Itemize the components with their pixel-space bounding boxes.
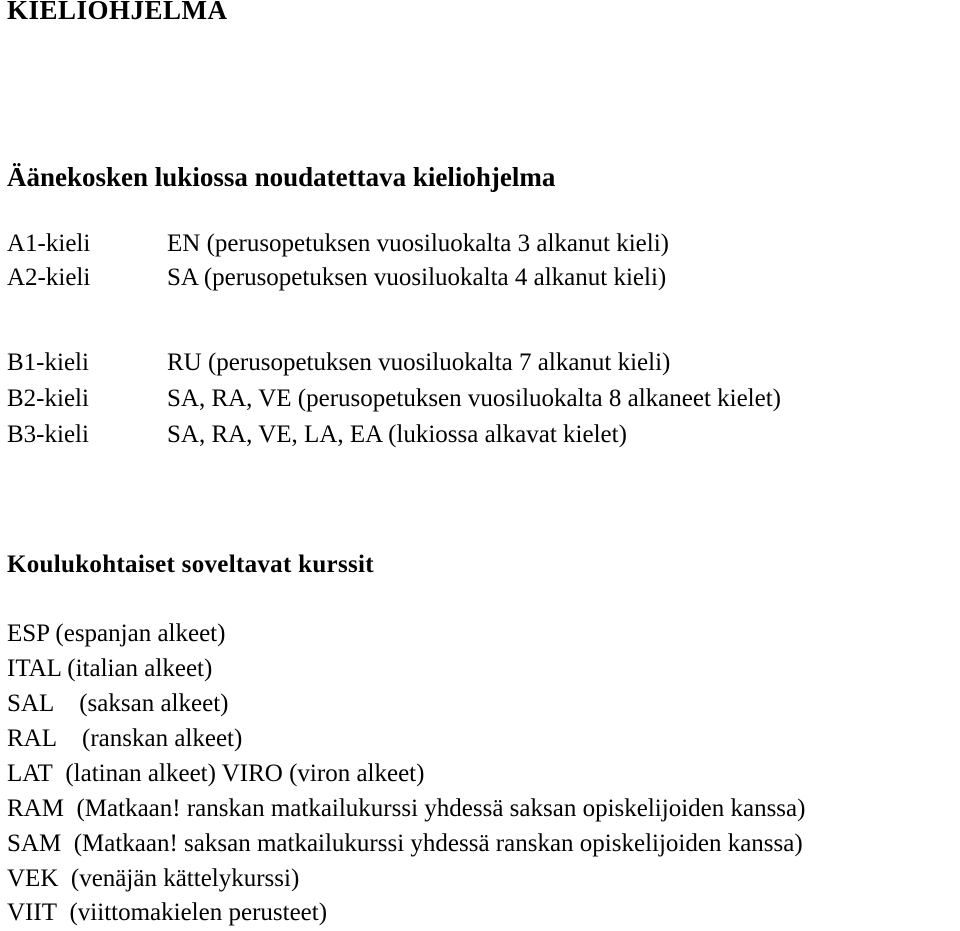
- course-code: ESP: [7, 620, 50, 647]
- language-code: B1-kieli: [7, 349, 89, 376]
- section-heading: Koulukohtaiset soveltavat kurssit: [7, 551, 374, 578]
- course-code: RAM: [7, 795, 64, 822]
- document-subtitle: Äänekosken lukiossa noudatettava kieliohjelma: [7, 162, 556, 192]
- language-row-a2: [7, 264, 666, 292]
- course-row: [7, 725, 242, 753]
- language-description: SA (perusopetuksen vuosiluokalta 4 alkanut kieli): [167, 264, 667, 291]
- course-description: (Matkaan! saksan matkailukurssi yhdessä ranskan opiskelijoiden kanssa): [73, 830, 803, 857]
- course-code: SAM: [7, 830, 62, 857]
- course-row: [7, 865, 299, 893]
- course-code: VIIT: [7, 899, 57, 926]
- course-code: LAT: [7, 760, 53, 787]
- course-code: VEK: [7, 865, 59, 892]
- language-description: SA, RA, VE (perusopetuksen vuosiluokalta 8 alkaneet kielet): [167, 385, 781, 412]
- course-row: [7, 830, 803, 858]
- course-row: [7, 795, 805, 823]
- course-description: (viittomakielen perusteet): [69, 899, 328, 926]
- language-row-b1: [7, 349, 670, 377]
- language-row-b2: [7, 385, 781, 413]
- course-description: (latinan alkeet) VIRO (viron alkeet): [65, 760, 425, 787]
- course-code: RAL: [7, 725, 57, 752]
- language-code: B2-kieli: [7, 385, 89, 412]
- course-description: (espanjan alkeet): [55, 620, 226, 647]
- language-description: SA, RA, VE, LA, EA (lukiossa alkavat kielet): [167, 421, 627, 448]
- language-code: A2-kieli: [7, 264, 91, 291]
- course-description: (ranskan alkeet): [82, 725, 243, 752]
- language-description: RU (perusopetuksen vuosiluokalta 7 alkanut kieli): [167, 349, 671, 376]
- document-title: KIELIOHJELMA: [7, 0, 228, 25]
- course-description: (italian alkeet): [67, 655, 213, 682]
- course-description: (Matkaan! ranskan matkailukurssi yhdessä saksan opiskelijoiden kanssa): [76, 795, 806, 822]
- course-row: [7, 760, 424, 788]
- course-code: SAL: [7, 690, 55, 717]
- language-code: A1-kieli: [7, 230, 91, 257]
- course-row: [7, 620, 225, 648]
- course-code: ITAL: [7, 655, 61, 682]
- course-row: [7, 899, 327, 927]
- language-code: B3-kieli: [7, 421, 89, 448]
- course-description: (saksan alkeet): [79, 690, 229, 717]
- course-row: [7, 655, 212, 683]
- course-description: (venäjän kättelykurssi): [70, 865, 300, 892]
- language-description: EN (perusopetuksen vuosiluokalta 3 alkanut kieli): [167, 230, 669, 257]
- course-row: [7, 690, 228, 718]
- language-row-b3: [7, 421, 627, 449]
- language-row-a1: [7, 230, 669, 258]
